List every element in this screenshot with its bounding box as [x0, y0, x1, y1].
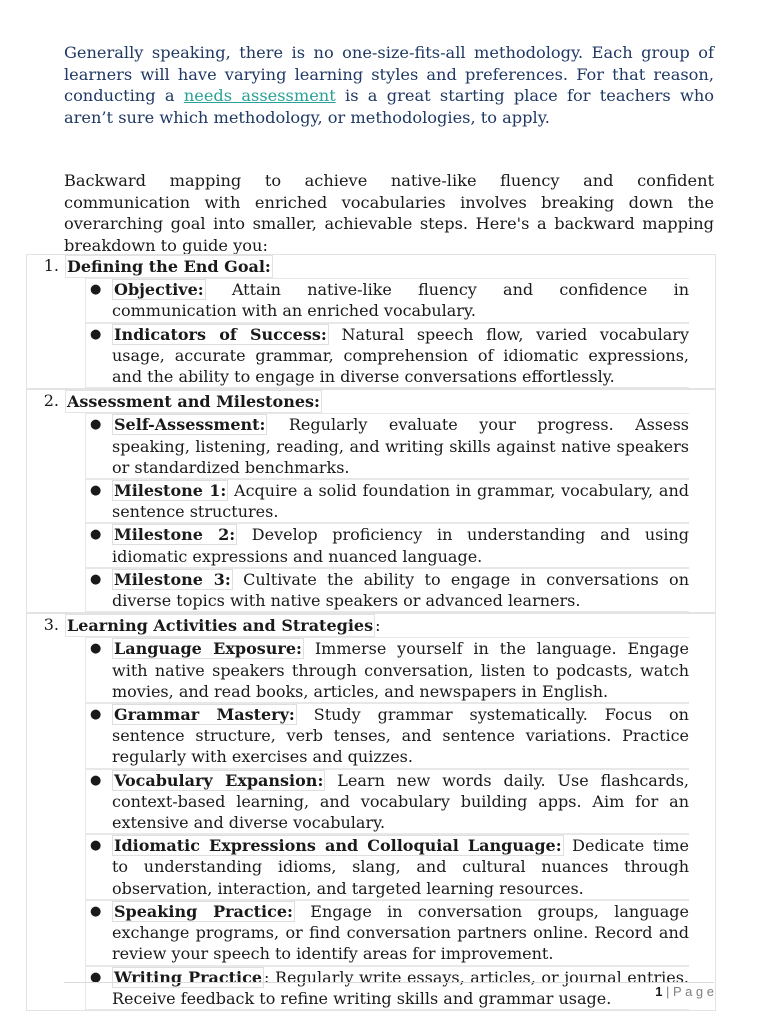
item-term: Milestone 2: [114, 525, 236, 545]
item-term-suffix: : [264, 967, 270, 987]
list-item [85, 966, 689, 1010]
page-label: P a g e [673, 984, 714, 999]
bullet-icon: ● [90, 707, 102, 723]
item-text: Acquire a solid foundation in grammar, vocabulary, and sentence structures. [112, 481, 689, 522]
page-separator: | [662, 984, 674, 999]
item-text: Dedicate time to understanding idioms, slang, and cultural nuances through observation, interaction, and targeted learning resources. [112, 836, 689, 898]
list-item [85, 523, 689, 567]
section-title-wrap [65, 390, 322, 413]
item-text: Learn new words daily. Use flashcards, context-based learning, and vocabulary building apps. Aim for an extensive and diverse vocabulary. [112, 770, 690, 833]
section-heading [27, 255, 715, 278]
section-title-wrap [65, 255, 273, 278]
list-item [85, 278, 689, 322]
item-text: Engage in conversation groups, language exchange programs, or find conversation partners online. Record and review your speech to identify areas for improvement. [112, 901, 689, 964]
list-item [85, 637, 689, 703]
list-item [85, 568, 689, 612]
section-number: 3. [43, 615, 59, 635]
section-number: 1. [43, 256, 59, 275]
item-text: Study grammar systematically. Focus on sentence structure, verb tenses, and sentence variations. Practice regularly with exercises and quizzes. [112, 705, 689, 767]
list-item [85, 323, 689, 389]
item-term: Objective: [114, 280, 204, 300]
item-term: Self-Assessment: [114, 415, 266, 435]
bullet-icon: ● [90, 483, 102, 499]
section-number: 2. [43, 391, 59, 411]
bullet-icon: ● [90, 772, 102, 788]
bullet-list [27, 278, 715, 388]
bullet-list [27, 637, 715, 1009]
item-term: Language Exposure: [114, 639, 302, 659]
intro-text-before: Generally speaking, there is no one-size-fits-all methodology. Each group of learners will have varying learning styles and preferences. For that reason, conducting a [64, 43, 714, 105]
section-1 [26, 254, 716, 389]
section-title-suffix: : [375, 616, 381, 636]
intro-text-after: is a great starting place for teachers who aren’t sure which methodology, or methodologies, to apply. [64, 86, 714, 127]
list-item [85, 479, 689, 523]
item-term: Indicators of Success: [114, 324, 327, 344]
list-item [85, 900, 689, 966]
section-heading [27, 390, 715, 413]
footer-rule [64, 982, 714, 983]
bullet-list [27, 413, 715, 612]
list-item [85, 413, 689, 479]
item-term: Grammar Mastery: [114, 705, 295, 725]
lead-paragraph: Backward mapping to achieve native-like fluency and confident communication with enriched vocabularies involves breaking down the overarching goal into smaller, achievable steps. Here's a backward mapping breakdown to guide you: [64, 171, 714, 255]
item-term: Writing Practice [114, 967, 263, 987]
item-text: Attain native-like fluency and confidence in communication with an enriched vocabulary. [112, 280, 689, 321]
list-item [85, 834, 689, 900]
item-term: Milestone 1: [114, 481, 227, 501]
page-number [655, 984, 714, 999]
item-term: Milestone 3: [114, 569, 231, 589]
section-title: Defining the End Goal: [65, 255, 273, 278]
section-2 [26, 389, 716, 613]
bullet-icon: ● [90, 838, 102, 854]
item-text: Natural speech flow, varied vocabulary usage, accurate grammar, comprehension of idiomatic expressions, and the ability to engage in diverse conversations effortlessly. [112, 324, 689, 387]
item-text: Immerse yourself in the language. Engage with native speakers through conversation, listen to podcasts, watch movies, and read books, articles, and newspapers in English. [112, 639, 690, 701]
item-text: Develop proficiency in understanding and using idiomatic expressions and nuanced language. [112, 525, 689, 566]
section-heading [27, 614, 715, 637]
item-text: Cultivate the ability to engage in conversations on diverse topics with native speakers or advanced learners. [112, 569, 689, 611]
item-text: Regularly write essays, articles, or journal entries. Receive feedback to refine writing skills and grammar usage. [112, 967, 690, 1008]
bullet-icon: ● [90, 326, 102, 342]
page-number-value: 1 [655, 984, 663, 999]
bullet-icon: ● [90, 527, 102, 543]
item-text: Regularly evaluate your progress. Assess speaking, listening, reading, and writing skills against native speakers or standardized benchmarks. [112, 415, 689, 477]
bullet-icon: ● [90, 969, 102, 985]
item-term: Idiomatic Expressions and Colloquial Language: [114, 836, 562, 856]
bullet-icon: ● [90, 641, 102, 657]
list-item [85, 769, 689, 835]
section-3 [26, 613, 716, 1011]
item-term: Vocabulary Expansion: [114, 770, 324, 790]
item-term: Speaking Practice: [114, 901, 293, 921]
list-item [85, 703, 689, 769]
backward-mapping-list [26, 254, 716, 1011]
bullet-icon: ● [90, 282, 102, 298]
section-title: Learning Activities and Strategies [65, 614, 375, 637]
document-body [64, 42, 714, 256]
bullet-icon: ● [90, 903, 102, 919]
section-title: Assessment and Milestones: [65, 390, 322, 413]
bullet-icon: ● [90, 571, 102, 587]
bullet-icon: ● [90, 417, 102, 433]
needs-assessment-link[interactable]: needs assessment [183, 86, 336, 105]
intro-paragraph [64, 42, 714, 128]
section-title-wrap [65, 614, 380, 637]
